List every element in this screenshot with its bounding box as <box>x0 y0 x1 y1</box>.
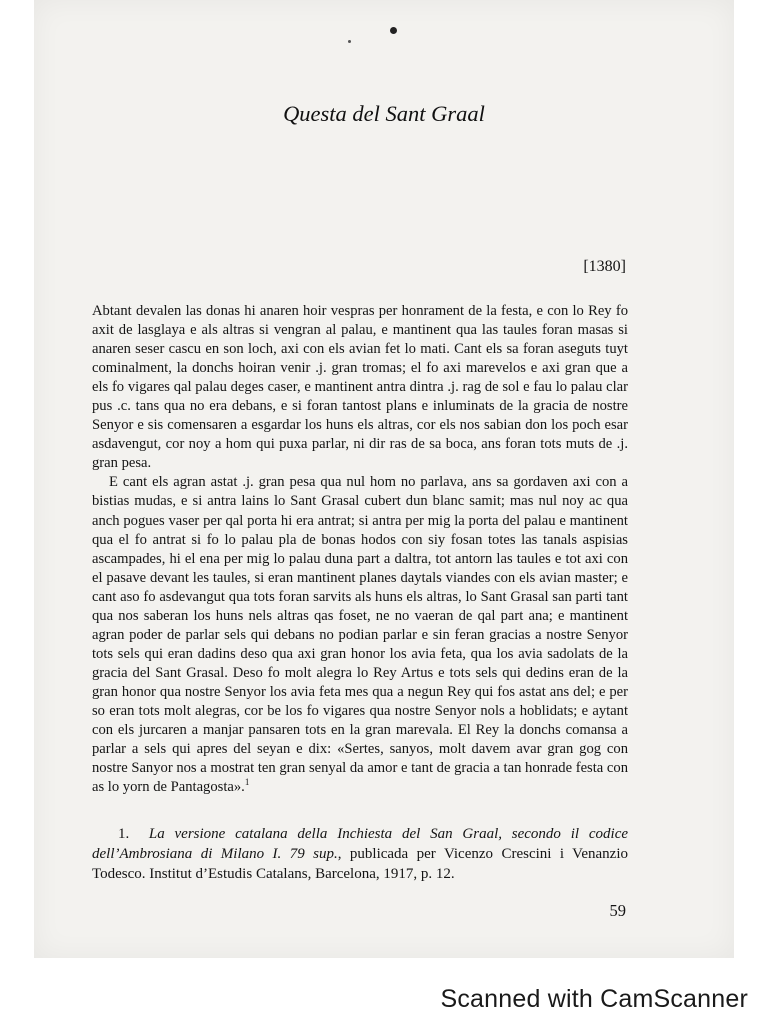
main-text <box>92 302 628 797</box>
paragraph-2 <box>92 473 628 797</box>
footnote-italic-title: La versione catalana della Inchiesta del San Graal, secondo il codice dell’Ambrosiana di Milano I. 79 sup. <box>92 826 629 862</box>
footnote-text: , publicada per Vicenzo Crescini i Venanzio Todesco. Institut d’Estudis Catalans, Barcelona, 1917, p. 12. <box>92 846 628 882</box>
paragraph-2-text: E cant els agran astat .j. gran pesa qua nul hom no parlava, ans sa gordaven axi con a bistias mudas, e si antra lains lo Sant Grasal cubert dun blanc samit; mas nul noy ac qua anch pogues vaser per qal porta hi era antrat; si antra per mig la porta del palau e mantinent qua el fo antrat si fo lo palau pla de bonas hodos con siy fosan totes las tanals aspisias ascampades, hi el ena per mig lo palau duna part a daltra, tot antorn las taules e tot axi con el pasave devant les taules, si eran mantinent planes daytals viandes con els avian master; e cant aso fo asdevangut qua tots foran sarvits als huns els altras, lo Sant Grasal san parti tant qua nos saberan los huns nels altras qas foset, ne no vaeran de qal part ana; e mantinent agran poder de parlar sels qui debans no podian parlar e sin feran gracias a nostre Senyor tots sels qui eran dadins deso qua axi gran honor los avia feta, qua los avia sadolats de la gracia del Sant Grasal. Deso fo molt alegra lo Rey Artus e tots sels qui dedins eran de la gran honor qua nostre Senyor los avia feta mes qua a negun Rey qui fos astat ans del; e per so eran tots molt alegras, cor be los fo vigares qua nostre Senyor nols a hoblidats; e aytant con els jurcaren a manjar pansaren tots en la gran marevala. El Rey la donchs comansa a parlar a sels qui apres del seyan e dix: «Sertes, sanyos, molt davem avar gran gog con nostre Sanyor nos a mostrat ten gran senyal da amor e tant de gracia a tan honrade festa con as lo yorn de Pantagosta». <box>92 474 628 796</box>
page-number: 59 <box>609 901 626 920</box>
footnote-number: 1. <box>118 826 130 842</box>
footnote-marker: 1 <box>244 777 250 788</box>
ornament-dot <box>390 27 397 34</box>
camscanner-watermark: Scanned with CamScanner <box>440 985 748 1013</box>
year-label: [1380] <box>583 258 626 275</box>
paragraph-1: Abtant devalen las donas hi anaren hoir vespras per honrament de la festa, e con lo Rey fo axit de lasglaya e als altras si vengran al palau, e mantinent qua las taules foran masas si anaren seser cascu en son loch, axi con els avian fet lo mati. Cant els sa foran aseguts tuyt cominalment, la donchs hoiran venir .j. gran tromas; el fo axi marevelos e axi gran que a els fo vigares qal palau deges caser, e mantinent antra dintra .j. rag de sol e fau lo palau clar pus .c. tans qua no era debans, e si foran tantost plans e inluminats de la gracia de nostre Senyor e sis comensaren a esgardar los huns els altras, cor els nos sabian don los poch esar asdavengut, cor noy a hom qui puxa parlar, ni dir ras de sa boca, ans foran tots muts de .j. gran pesa. <box>92 303 628 472</box>
page-title: Questa del Sant Graal <box>283 101 485 126</box>
ink-speck <box>348 40 351 43</box>
footnote <box>92 824 628 884</box>
